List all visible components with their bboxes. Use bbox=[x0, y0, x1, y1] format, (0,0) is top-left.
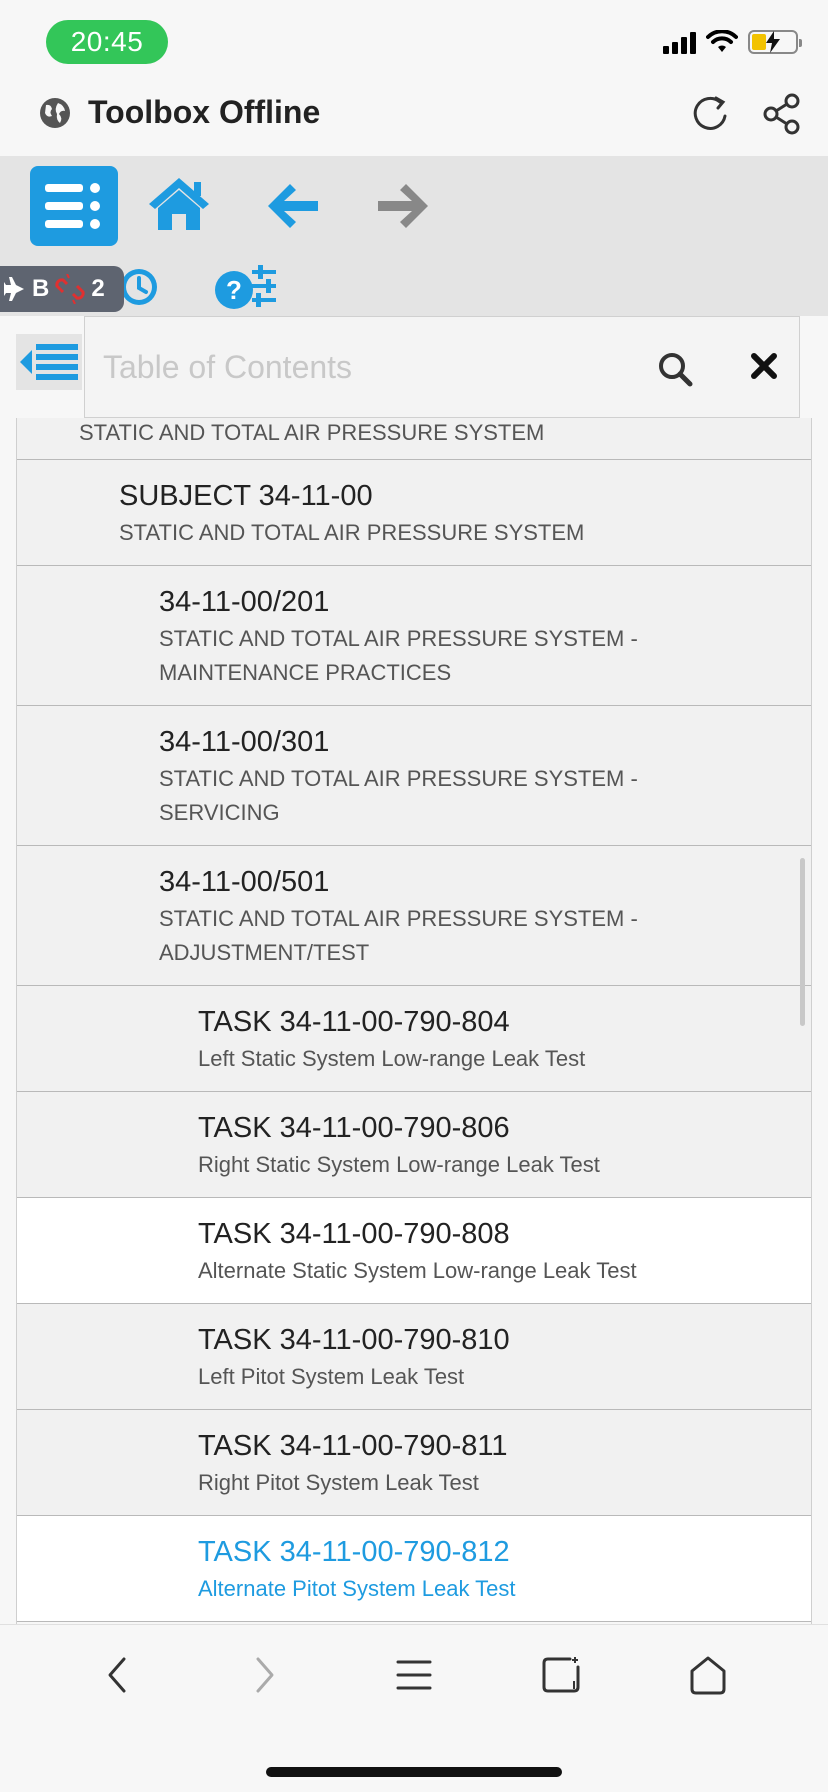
toc-item-desc: STATIC AND TOTAL AIR PRESSURE SYSTEM - MAINTENANCE PRACTICES bbox=[159, 626, 638, 685]
menu-button[interactable] bbox=[30, 166, 118, 246]
toc-item[interactable] bbox=[17, 706, 811, 846]
share-icon[interactable] bbox=[762, 92, 802, 136]
toc-item-selected[interactable] bbox=[17, 1516, 811, 1622]
badge-count: 2 bbox=[91, 275, 105, 302]
title-bar bbox=[0, 78, 828, 156]
badge-letter: B bbox=[32, 275, 50, 302]
offline-status-badge[interactable] bbox=[0, 266, 124, 312]
svg-text:?: ? bbox=[226, 275, 242, 305]
toc-item[interactable] bbox=[17, 1198, 811, 1304]
app-title: Toolbox Offline bbox=[88, 94, 321, 130]
reload-icon[interactable] bbox=[690, 92, 730, 136]
toc-list-icon bbox=[18, 340, 80, 384]
toc-search-box bbox=[84, 316, 800, 418]
toc-item-code: TASK 34-11-00-790-808 bbox=[198, 1218, 510, 1250]
toc-scrollbar[interactable] bbox=[800, 858, 805, 1026]
toc-item-code: 34-11-00/301 bbox=[159, 726, 330, 758]
toc-item[interactable] bbox=[17, 986, 811, 1092]
toc-item-code: SUBJECT 34-11-00 bbox=[119, 480, 373, 512]
toc-item-code: TASK 34-11-00-790-810 bbox=[198, 1324, 510, 1356]
toc-item[interactable] bbox=[17, 418, 811, 460]
wifi-icon bbox=[706, 30, 738, 54]
toc-item-desc: STATIC AND TOTAL AIR PRESSURE SYSTEM bbox=[79, 420, 545, 445]
toc-item-desc: Left Pitot System Leak Test bbox=[198, 1364, 465, 1389]
toc-item-desc: Alternate Static System Low-range Leak Test bbox=[198, 1258, 637, 1283]
help-settings-icon[interactable] bbox=[214, 264, 282, 312]
toc-item-code: 34-11-00/501 bbox=[159, 866, 330, 898]
toc-list bbox=[16, 418, 812, 1624]
browser-forward-icon[interactable] bbox=[248, 1653, 282, 1697]
forward-arrow-icon[interactable] bbox=[376, 182, 430, 230]
close-icon[interactable] bbox=[749, 351, 779, 381]
toc-item-desc: Right Pitot System Leak Test bbox=[198, 1470, 479, 1495]
cellular-signal-icon bbox=[663, 30, 696, 54]
broken-link-icon bbox=[55, 274, 85, 304]
toc-item-desc: Alternate Pitot System Leak Test bbox=[198, 1576, 516, 1601]
home-icon[interactable] bbox=[146, 176, 212, 232]
toc-item[interactable] bbox=[17, 846, 811, 986]
back-arrow-icon[interactable] bbox=[266, 182, 320, 230]
browser-menu-icon[interactable] bbox=[394, 1653, 434, 1697]
toc-item-desc: STATIC AND TOTAL AIR PRESSURE SYSTEM - ADJUSTMENT/TEST bbox=[159, 906, 638, 965]
toc-item-code: TASK 34-11-00-790-804 bbox=[198, 1006, 510, 1038]
browser-back-icon[interactable] bbox=[100, 1653, 134, 1697]
status-icons bbox=[663, 30, 798, 54]
toc-item-desc: STATIC AND TOTAL AIR PRESSURE SYSTEM - SERVICING bbox=[159, 766, 638, 825]
toc-toggle-button[interactable] bbox=[16, 334, 82, 390]
toc-item-code: 34-11-00/201 bbox=[159, 586, 330, 618]
search-icon[interactable] bbox=[657, 351, 693, 387]
toc-item-code: TASK 34-11-00-790-806 bbox=[198, 1112, 510, 1144]
home-indicator bbox=[266, 1767, 562, 1777]
toc-item[interactable] bbox=[17, 460, 811, 566]
toc-item-desc: Left Static System Low-range Leak Test bbox=[198, 1046, 586, 1071]
history-icon[interactable] bbox=[118, 266, 160, 308]
toolbar bbox=[0, 156, 828, 316]
globe-icon bbox=[38, 96, 72, 130]
toc-item-desc: Right Static System Low-range Leak Test bbox=[198, 1152, 600, 1177]
toc-item-code: TASK 34-11-00-790-811 bbox=[198, 1430, 508, 1462]
list-menu-icon bbox=[43, 179, 105, 233]
battery-icon bbox=[748, 30, 798, 54]
toc-item-desc: STATIC AND TOTAL AIR PRESSURE SYSTEM bbox=[119, 520, 585, 545]
status-bar bbox=[0, 0, 828, 78]
toc-item[interactable] bbox=[17, 566, 811, 706]
airplane-icon bbox=[4, 277, 26, 301]
browser-home-icon[interactable] bbox=[686, 1653, 730, 1697]
browser-bottom-bar bbox=[0, 1624, 828, 1792]
toc-item[interactable] bbox=[17, 1092, 811, 1198]
toc-search-input[interactable] bbox=[103, 343, 623, 391]
browser-tabs-icon[interactable] bbox=[540, 1653, 582, 1697]
status-time: 20:45 bbox=[46, 20, 168, 64]
toc-item-code: TASK 34-11-00-790-812 bbox=[198, 1536, 510, 1568]
toc-item[interactable] bbox=[17, 1304, 811, 1410]
toc-item[interactable] bbox=[17, 1410, 811, 1516]
